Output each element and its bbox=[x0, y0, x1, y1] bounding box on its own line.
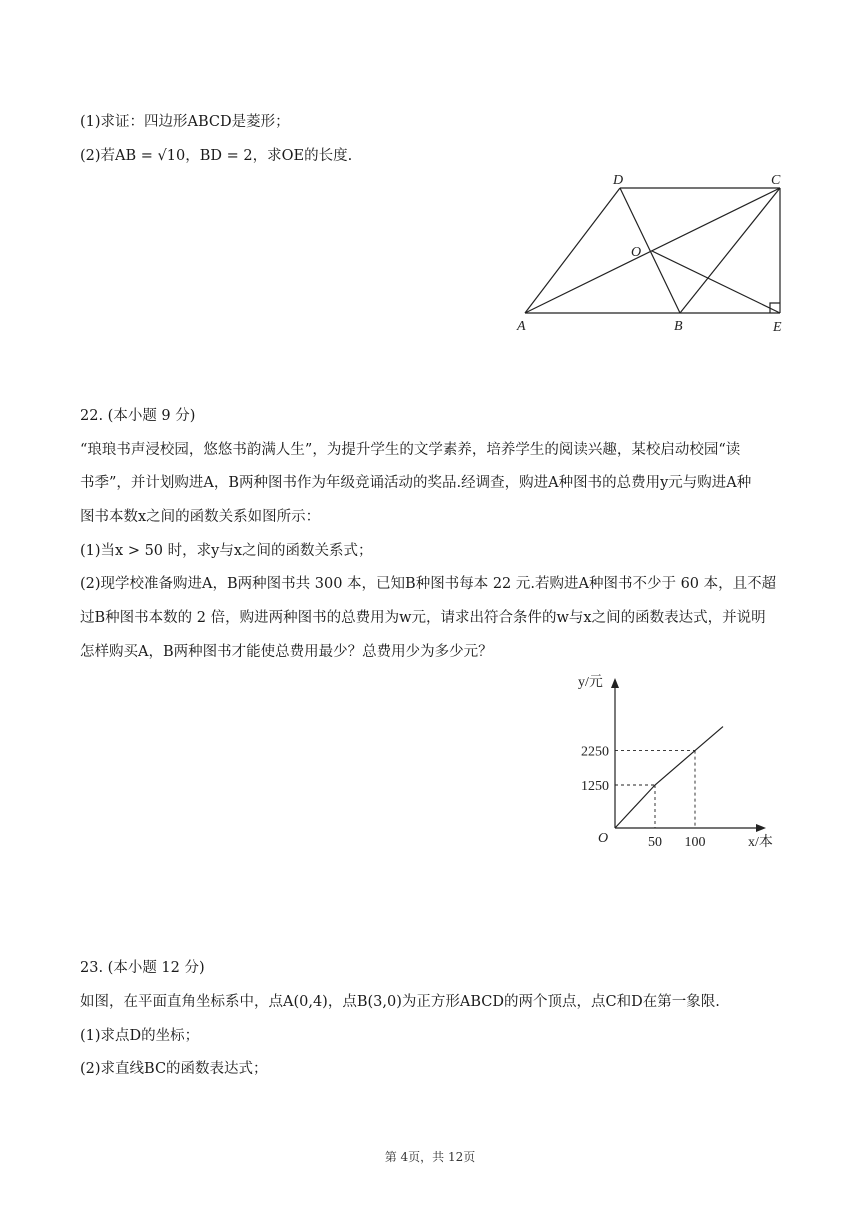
y-tick-label-1250: 1250 bbox=[581, 779, 609, 794]
geometry-figure bbox=[505, 168, 805, 338]
q23-header: 23. (本小题 12 分) bbox=[80, 960, 205, 976]
x-tick-label-50: 50 bbox=[648, 835, 662, 850]
x-tick-label-100: 100 bbox=[684, 835, 706, 850]
x-axis-label: x/本 bbox=[748, 835, 773, 850]
x-axis-arrow bbox=[756, 824, 766, 832]
y-tick-label-2250: 2250 bbox=[581, 744, 609, 760]
page-footer: 第 4页，共 12页 bbox=[384, 1150, 476, 1164]
label-a: A bbox=[517, 319, 526, 334]
q23-text-1: 如图，在平面直角坐标系中，点A(0,4)，点B(3,0)为正方形ABCD的两个顶点，点C和D在第一象限. bbox=[80, 994, 720, 1010]
y-axis-label: y/元 bbox=[578, 675, 603, 690]
label-o: O bbox=[631, 245, 642, 260]
label-d: D bbox=[613, 173, 624, 188]
segment-ad bbox=[525, 188, 620, 313]
q22-part2-line1: (2)现学校准备购进A，B两种图书共 300 本，已知B种图书每本 22 元.若购进A种图书不少于 60 本，且不超 bbox=[80, 576, 777, 592]
right-angle-marker bbox=[770, 303, 780, 313]
y-axis-arrow bbox=[611, 678, 619, 688]
q22-part2-line2: 过B种图书本数的 2 倍，购进两种图书的总费用为w元，请求出符合条件的w与x之间的函数表达式，并说明 bbox=[80, 610, 766, 626]
q21-part2: (2)若AB = √10，BD = 2，求OE的长度. bbox=[80, 148, 353, 164]
label-e: E bbox=[773, 320, 782, 335]
graph-line bbox=[615, 727, 723, 828]
segment-db bbox=[620, 188, 680, 313]
q23-part1: (1)求点D的坐标； bbox=[80, 1028, 200, 1044]
segment-bc bbox=[680, 188, 780, 313]
q21-part1: (1)求证：四边形ABCD是菱形； bbox=[80, 114, 290, 130]
q22-header: 22. (本小题 9 分) bbox=[80, 408, 196, 424]
label-b: B bbox=[674, 319, 683, 334]
origin-label: O bbox=[598, 831, 609, 846]
segment-oe bbox=[652, 251, 780, 313]
function-graph bbox=[560, 668, 800, 858]
label-c: C bbox=[771, 173, 781, 188]
q23-part2: (2)求直线BC的函数表达式； bbox=[80, 1061, 268, 1077]
q22-part2-line3: 怎样购买A，B两种图书才能使总费用最少？总费用少为多少元？ bbox=[80, 644, 493, 660]
q22-text-3: 图书本数x之间的函数关系如图所示： bbox=[80, 509, 321, 525]
q22-part1: (1)当x > 50 时，求y与x之间的函数关系式； bbox=[80, 543, 373, 559]
q22-text-1: “琅琅书声浸校园，悠悠书韵满人生”，为提升学生的文学素养，培养学生的阅读兴趣，某校启动校园“读 bbox=[80, 442, 741, 458]
q22-text-2: 书季”，并计划购进A，B两种图书作为年级竞诵活动的奖品.经调查，购进A种图书的总费用y元与购进A种 bbox=[80, 475, 752, 491]
